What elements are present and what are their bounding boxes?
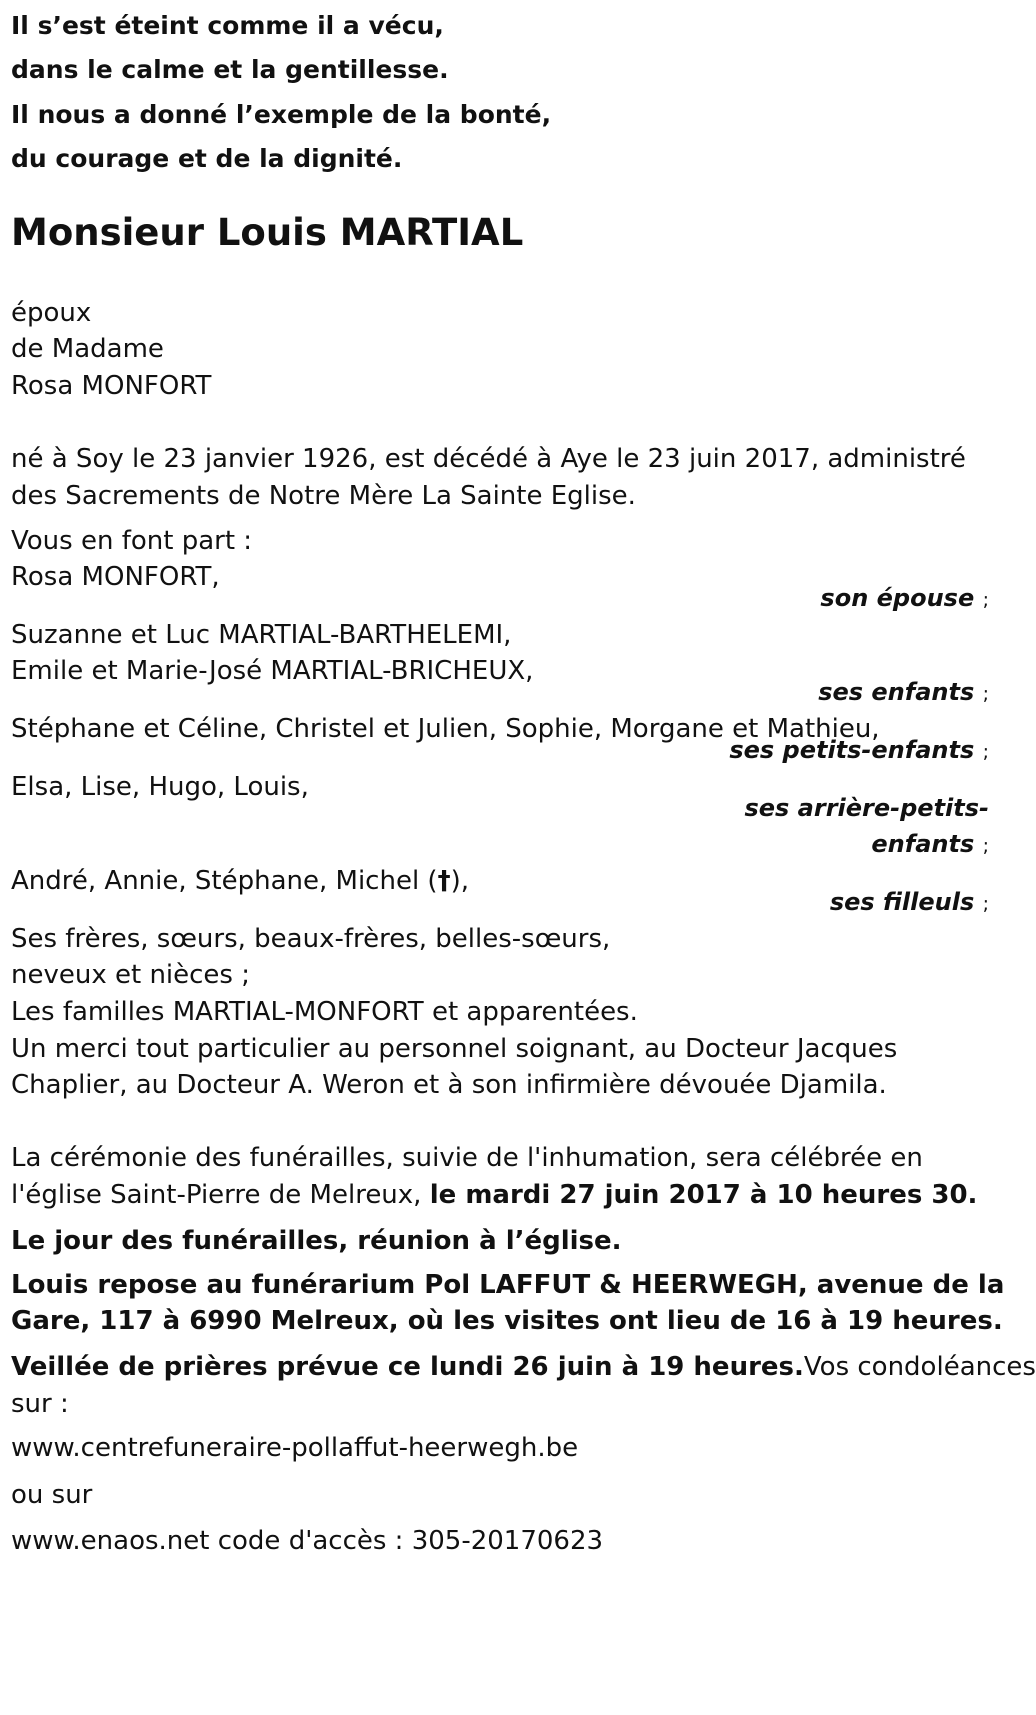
godchildren-names: André, Annie, Stéphane, Michel ( bbox=[11, 866, 438, 896]
thanks-line: Un merci tout particulier au personnel soignant, au Docteur Jacques bbox=[11, 1034, 898, 1064]
epitaph-line: du courage et de la dignité. bbox=[11, 144, 403, 173]
separator: ; bbox=[982, 741, 989, 763]
separator: ; bbox=[982, 683, 989, 705]
ceremony-place: l'église Saint-Pierre de Melreux, bbox=[11, 1180, 422, 1210]
relatives-line: Les familles MARTIAL-MONFORT et apparentées. bbox=[11, 997, 638, 1027]
cross-icon: † bbox=[437, 866, 451, 896]
obituary-notice bbox=[11, 0, 1036, 1715]
ceremony-line bbox=[11, 1179, 977, 1211]
separator: ; bbox=[982, 589, 989, 611]
family-godchildren-names bbox=[11, 865, 469, 897]
spouse-line: époux bbox=[11, 298, 92, 328]
family-grandchildren-names: Stéphane et Céline, Christel et Julien, Sophie, Morgane et Mathieu, bbox=[11, 714, 880, 744]
condolences-or: ou sur bbox=[11, 1480, 93, 1510]
family-children-names: Suzanne et Luc MARTIAL-BARTHELEMI, bbox=[11, 620, 512, 650]
relation-text: son épouse bbox=[820, 584, 975, 612]
relation-label bbox=[871, 829, 989, 861]
vigil-line bbox=[11, 1351, 1036, 1383]
family-children-names: Emile et Marie-José MARTIAL-BRICHEUX, bbox=[11, 656, 534, 686]
condolences-access-code[interactable]: www.enaos.net code d'accès : 305-20170623 bbox=[11, 1526, 604, 1556]
condolences-website-link[interactable]: www.centrefuneraire-pollaffut-heerwegh.be bbox=[11, 1433, 579, 1463]
visitation-line: Louis repose au funérarium Pol LAFFUT & HEERWEGH, avenue de la bbox=[11, 1270, 1005, 1300]
relation-text: ses arrière-petits- bbox=[744, 794, 989, 822]
meeting-info: Le jour des funérailles, réunion à l’église. bbox=[11, 1226, 622, 1256]
epitaph-line: dans le calme et la gentillesse. bbox=[11, 55, 449, 84]
godchildren-names-end: ), bbox=[450, 866, 469, 896]
relatives-line: Ses frères, sœurs, beaux-frères, belles-sœurs, bbox=[11, 924, 611, 954]
spouse-line: Rosa MONFORT bbox=[11, 371, 212, 401]
relation-text: ses enfants bbox=[818, 678, 975, 706]
separator: ; bbox=[982, 835, 989, 857]
relation-label bbox=[820, 583, 989, 615]
announcement-line: né à Soy le 23 janvier 1926, est décédé à Aye le 23 juin 2017, administré bbox=[11, 444, 966, 474]
relation-label bbox=[818, 677, 989, 709]
visitation-line: Gare, 117 à 6990 Melreux, où les visites ont lieu de 16 à 19 heures. bbox=[11, 1306, 1003, 1336]
condolences-intro-end: sur : bbox=[11, 1389, 69, 1419]
thanks-line: Chaplier, au Docteur A. Weron et à son infirmière dévouée Djamila. bbox=[11, 1070, 887, 1100]
notice-intro: Vous en font part : bbox=[11, 526, 253, 556]
relation-text: ses filleuls bbox=[829, 888, 975, 916]
family-spouse-names: Rosa MONFORT, bbox=[11, 562, 220, 592]
separator: ; bbox=[982, 893, 989, 915]
vigil-info: Veillée de prières prévue ce lundi 26 juin à 19 heures. bbox=[11, 1352, 804, 1382]
ceremony-date: le mardi 27 juin 2017 à 10 heures 30. bbox=[429, 1180, 978, 1210]
spouse-line: de Madame bbox=[11, 334, 164, 364]
relatives-line: neveux et nièces ; bbox=[11, 960, 251, 990]
relation-label bbox=[744, 793, 989, 823]
condolences-intro: Vos condoléances bbox=[803, 1352, 1036, 1382]
relation-text: ses petits-enfants bbox=[729, 736, 975, 764]
epitaph-line: Il s’est éteint comme il a vécu, bbox=[11, 11, 444, 40]
epitaph-line: Il nous a donné l’exemple de la bonté, bbox=[11, 100, 552, 129]
family-great-grandchildren-names: Elsa, Lise, Hugo, Louis, bbox=[11, 772, 309, 802]
relation-label bbox=[729, 735, 989, 767]
ceremony-line: La cérémonie des funérailles, suivie de l'inhumation, sera célébrée en bbox=[11, 1143, 923, 1173]
deceased-name: Monsieur Louis MARTIAL bbox=[11, 211, 524, 254]
relation-text: enfants bbox=[871, 830, 975, 858]
announcement-line: des Sacrements de Notre Mère La Sainte Eglise. bbox=[11, 481, 636, 511]
relation-label bbox=[830, 887, 989, 919]
